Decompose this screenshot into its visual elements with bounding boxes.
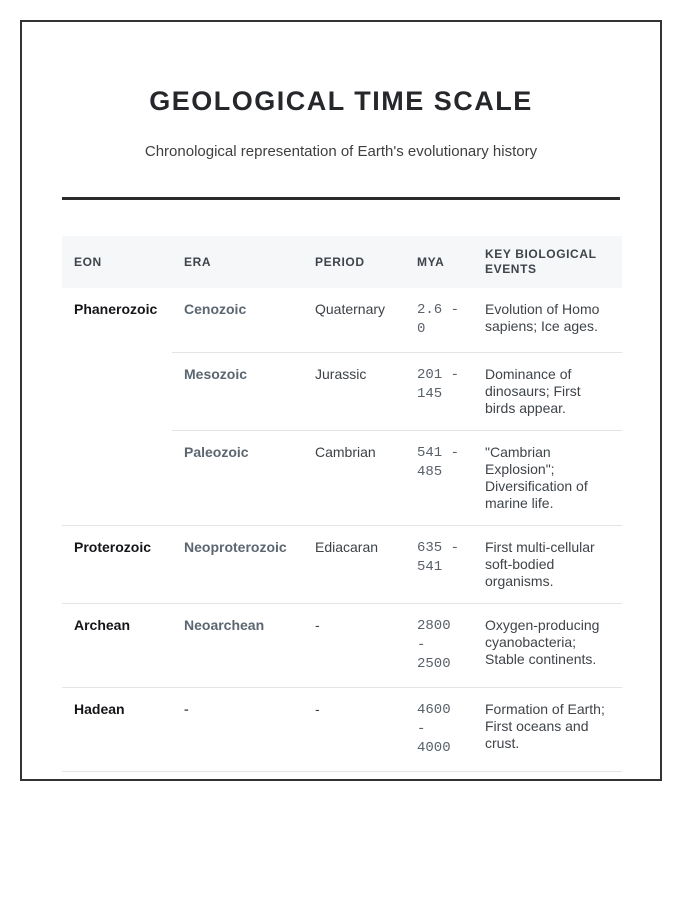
era-cell: Neoproterozoic [172, 526, 303, 604]
eon-cell: Hadean [62, 688, 172, 772]
page-content [22, 86, 660, 772]
era-cell: Neoarchean [172, 604, 303, 688]
period-cell: - [303, 688, 405, 772]
table-row [62, 288, 622, 353]
table-header-row [62, 236, 622, 288]
geological-time-table [62, 236, 622, 772]
events-cell: Dominance of dinosaurs; First birds appear. [473, 353, 622, 431]
events-cell: "Cambrian Explosion"; Diversification of marine life. [473, 431, 622, 526]
column-header-period: PERIOD [303, 236, 405, 288]
events-cell: Formation of Earth; First oceans and crust. [473, 688, 622, 772]
table-row [62, 604, 622, 688]
table-header [62, 236, 622, 288]
period-cell: Ediacaran [303, 526, 405, 604]
eon-cell: Proterozoic [62, 526, 172, 604]
era-cell: Mesozoic [172, 353, 303, 431]
eon-cell: Phanerozoic [62, 288, 172, 526]
column-header-era: ERA [172, 236, 303, 288]
column-header-mya: MYA [405, 236, 473, 288]
period-cell: Cambrian [303, 431, 405, 526]
mya-cell: 2.6 - 0 [405, 288, 473, 353]
mya-cell: 635 - 541 [405, 526, 473, 604]
table-body [62, 288, 622, 772]
period-cell: - [303, 604, 405, 688]
events-cell: Evolution of Homo sapiens; Ice ages. [473, 288, 622, 353]
period-cell: Jurassic [303, 353, 405, 431]
era-cell: - [172, 688, 303, 772]
mya-cell: 4600 - 4000 [405, 688, 473, 772]
events-cell: First multi-cellular soft-bodied organisms. [473, 526, 622, 604]
eon-cell: Archean [62, 604, 172, 688]
column-header-eon: EON [62, 236, 172, 288]
page-card [20, 20, 662, 781]
mya-cell: 201 - 145 [405, 353, 473, 431]
period-cell: Quaternary [303, 288, 405, 353]
page-title: GEOLOGICAL TIME SCALE [149, 86, 533, 116]
title-divider [62, 197, 620, 200]
era-cell: Cenozoic [172, 288, 303, 353]
column-header-events: KEY BIOLOGICAL EVENTS [473, 236, 622, 288]
page-subtitle: Chronological representation of Earth's evolutionary history [144, 143, 538, 160]
mya-cell: 2800 - 2500 [405, 604, 473, 688]
mya-cell: 541 - 485 [405, 431, 473, 526]
era-cell: Paleozoic [172, 431, 303, 526]
table-row [62, 688, 622, 772]
table-row [62, 526, 622, 604]
events-cell: Oxygen-producing cyanobacteria; Stable continents. [473, 604, 622, 688]
